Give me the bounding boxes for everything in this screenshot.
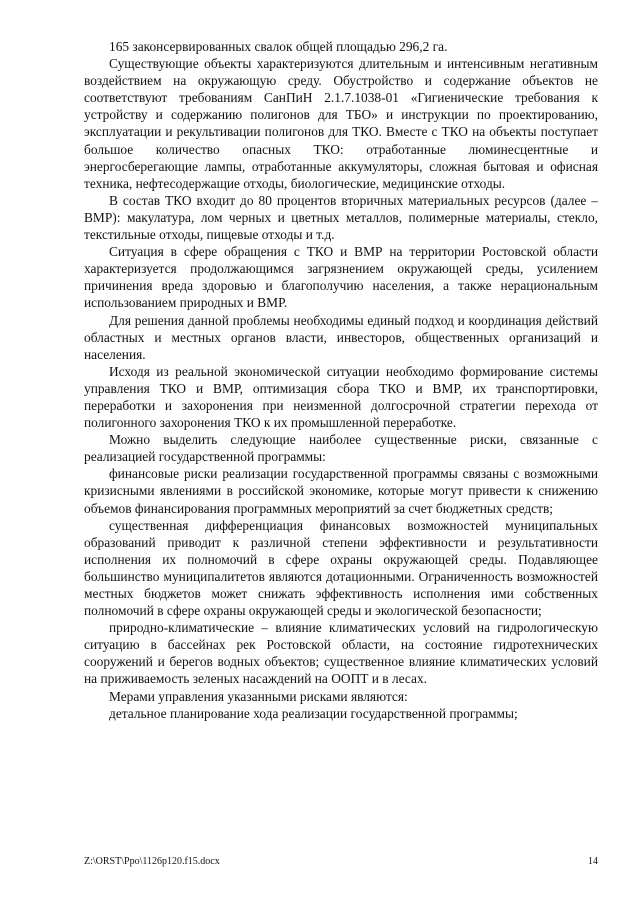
paragraph-risks-intro: Можно выделить следующие наиболее существенные риски, связанные с реализацией государственной программы: bbox=[84, 432, 598, 465]
paragraph-climate-risks: природно-климатические – влияние климатических условий на гидрологическую ситуацию в бассейнах рек Ростовской области, на состояние гидротехнических сооружений и берегов водных объектов; существенное влияние климатических условий на приживаемость зеленых насаждений на ООПТ и в лесах. bbox=[84, 620, 598, 687]
paragraph-unified-approach: Для решения данной проблемы необходимы единый подход и координация действий областных и местных органов власти, инвесторов, общественных организаций и населения. bbox=[84, 312, 598, 362]
paragraph-secondary-resources: В состав ТКО входит до 80 процентов вторичных материальных ресурсов (далее – ВМР): макулатура, лом черных и цветных металлов, полимерные материалы, стекло, текстильные отходы, пищевые отходы и т.д. bbox=[84, 192, 598, 243]
paragraph-situation: Ситуация в сфере обращения с ТКО и ВМР на территории Ростовской области характеризуется продолжающимся загрязнением окружающей среды, усилением причинения вреда здоровью и благополучию населения, а также нерациональным использованием природных и ВМР. bbox=[84, 244, 598, 311]
paragraph-municipal-risks: существенная дифференциация финансовых возможностей муниципальных образований приводит к различной степени эффективности и результативности исполнения их полномочий в сфере охраны окружающей среды. Подавляющее большинство муниципалитетов являются дотационными. Ограниченность возможностей местных бюджетов может снижать эффективность исполнения ими собственных полномочий в сфере охраны окружающей среды и экологической безопасности; bbox=[84, 517, 598, 619]
paragraph-existing-objects: Существующие объекты характеризуются длительным и интенсивным негативным воздействием на окружающую среду. Обустройство и содержание объектов не соответствуют требованиям СанПиН 2.1.7.1038-01 «Гигиенические требования к устройству и содержанию полигонов для ТБО» и инструкции по проектированию, эксплуатации и рекультивации полигонов для ТКО. Вместе с ТКО на объекты поступает большое количество опасных ТКО: отработанные люминесцентные и энергосберегающие лампы, отработанные аккумуляторы, сложная бытовая и офисная техника, нефтесодержащие отходы, биологические, медицинские отходы. bbox=[84, 56, 598, 191]
footer-file-path: Z:\ORST\Ppo\1126p120.f15.docx bbox=[84, 856, 220, 867]
paragraph-risk-measures: Мерами управления указанными рисками являются: bbox=[109, 688, 408, 704]
document-body bbox=[84, 38, 598, 722]
paragraph-detailed-planning: детальное планирование хода реализации государственной программы; bbox=[109, 705, 518, 721]
paragraph-landfills-count: 165 законсервированных свалок общей площадью 296,2 га. bbox=[109, 39, 448, 54]
paragraph-financial-risks: финансовые риски реализации государственной программы связаны с возможными кризисными явлениями в российской экономике, которые могут привести к снижению объемов финансирования программных мероприятий за счет бюджетных средств; bbox=[84, 466, 598, 516]
paragraph-management-system: Исходя из реальной экономической ситуации необходимо формирование системы управления ТКО и ВМР, оптимизация сбора ТКО и ВМР, их транспортировки, переработки и захоронения при неизменной долгосрочной стратегии перехода от полигонного захоронения ТКО к их промышленной переработке. bbox=[84, 363, 598, 431]
footer-page-number: 14 bbox=[588, 856, 598, 867]
